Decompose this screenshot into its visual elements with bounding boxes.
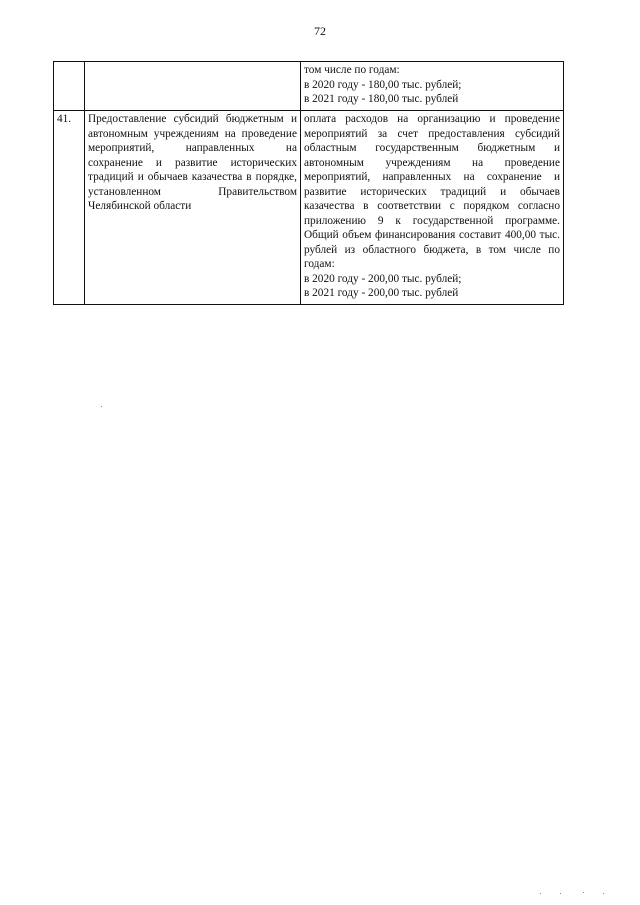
table-row — [54, 62, 564, 111]
row-number-cell: 41. — [54, 111, 85, 305]
measure-name-cell: Предоставление субсидий бюджетным и автономным учреждениям на проведение мероприятий, направленных на сохранение и развитие исторических традиций и обычаев казачества в порядке, установленном Правительством Челябинской области — [85, 111, 301, 305]
scan-speck — [101, 406, 102, 407]
page-number: 72 — [314, 24, 326, 38]
row-number-cell — [54, 62, 85, 111]
scan-speck — [583, 892, 584, 893]
scan-speck — [540, 893, 541, 894]
scan-speck — [560, 893, 561, 894]
description-line: в 2021 году - 180,00 тыс. рублей — [304, 93, 459, 105]
table-row — [54, 111, 564, 305]
program-table — [53, 61, 564, 305]
description-line: в 2020 году - 200,00 тыс. рублей; — [304, 272, 462, 285]
scan-speck — [603, 893, 604, 894]
description-line: том числе по годам: — [304, 64, 400, 76]
description-line: в 2020 году - 180,00 тыс. рублей; — [304, 78, 462, 91]
description-text: оплата расходов на организацию и проведение мероприятий за счет предоставления субсидий областным государственным бюджетным и автономным учреждениям на проведение мероприятий, направленных на сохранение и развитие исторических традиций и обычаев казачества в соответствии с порядком согласно приложению 9 к государственной программе. Общий объем финансирования составит 400,00 тыс. рублей из областного бюджета, в том числе по годам: — [304, 113, 560, 270]
measure-name-cell — [85, 62, 301, 111]
description-line: в 2021 году - 200,00 тыс. рублей — [304, 287, 459, 299]
description-cell — [301, 62, 564, 111]
description-cell — [301, 111, 564, 305]
